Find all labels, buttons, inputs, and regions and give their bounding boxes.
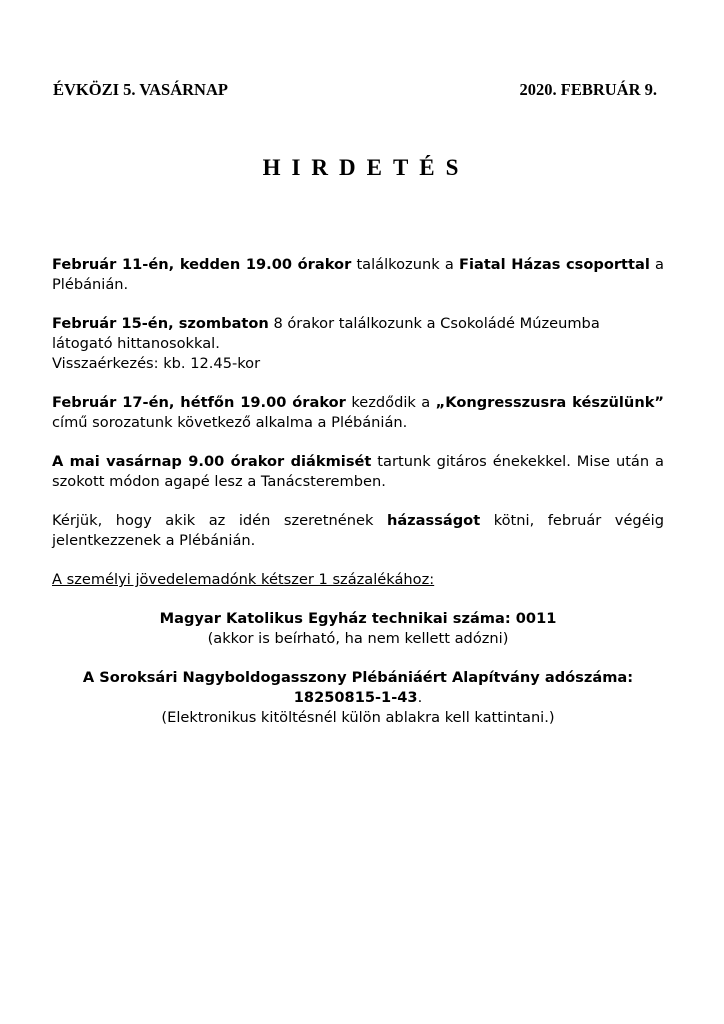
foundation-tax-number: 18250815-1-43 xyxy=(293,689,418,706)
announcement-young-couples xyxy=(52,255,664,295)
announcement-marriage xyxy=(52,511,664,551)
announcement-emphasis: Február 17-én, hétfőn 19.00 órakor xyxy=(52,394,346,411)
announcement-text: találkozunk a xyxy=(351,256,459,273)
tax-percent-heading xyxy=(52,570,664,590)
announcement-emphasis: A mai vasárnap 9.00 órakor diákmisét xyxy=(52,453,372,470)
foundation-tax-number-line xyxy=(52,688,664,708)
page-title: HIRDETÉS xyxy=(262,155,470,180)
tax-percent-heading-text: A személyi jövedelemadónk kétszer 1 százalékához: xyxy=(52,571,435,588)
announcement-student-mass xyxy=(52,452,664,492)
announcement-text: kötni, február végéig jelentkezzenek a Plébánián. xyxy=(52,512,664,549)
announcement-text: 8 órakor találkozunk a Csokoládé Múzeumba látogató hittanosokkal. xyxy=(52,315,600,352)
announcement-text: kezdődik a xyxy=(345,394,436,411)
announcement-emphasis: Fiatal Házas csoporttal xyxy=(459,256,650,273)
church-tax-note: (akkor is beírható, ha nem kellett adózni) xyxy=(207,630,509,647)
announcement-text: tartunk gitáros énekekkel. Mise után a szokott módon agapé lesz a Tanácsteremben. xyxy=(52,453,664,490)
foundation-tax-number-tail: . xyxy=(417,689,423,706)
announcement-emphasis: Február 11-én, kedden 19.00 órakor xyxy=(52,256,352,273)
announcement-emphasis: Február 15-én, szombaton xyxy=(52,315,269,332)
document-date: 2020. FEBRUÁR 9. xyxy=(519,80,657,99)
announcement-text: című sorozatunk következő alkalma a Plébánián. xyxy=(52,414,408,431)
return-time: Visszaérkezés: kb. 12.45-kor xyxy=(52,355,261,372)
announcements-body xyxy=(52,255,664,747)
foundation-tax-note: (Elektronikus kitöltésnél külön ablakra kell kattintani.) xyxy=(161,709,555,726)
foundation-name: A Soroksári Nagyboldogasszony Plébániáért Alapítvány adószáma: xyxy=(82,669,634,686)
foundation-tax-block xyxy=(52,668,664,728)
announcement-congress-series xyxy=(52,393,664,433)
announcement-chocolate-museum xyxy=(52,314,664,374)
church-tax-block xyxy=(52,609,664,649)
announcement-text: a Plébánián. xyxy=(52,256,664,293)
announcement-text: Kérjük, hogy akik az idén szeretnének xyxy=(52,512,387,529)
liturgical-day: ÉVKÖZI 5. VASÁRNAP xyxy=(53,80,228,99)
announcement-emphasis: házasságot xyxy=(386,512,481,529)
church-technical-number: Magyar Katolikus Egyház technikai száma: 0011 xyxy=(159,610,557,627)
announcement-emphasis: „Kongresszusra készülünk” xyxy=(435,394,664,411)
